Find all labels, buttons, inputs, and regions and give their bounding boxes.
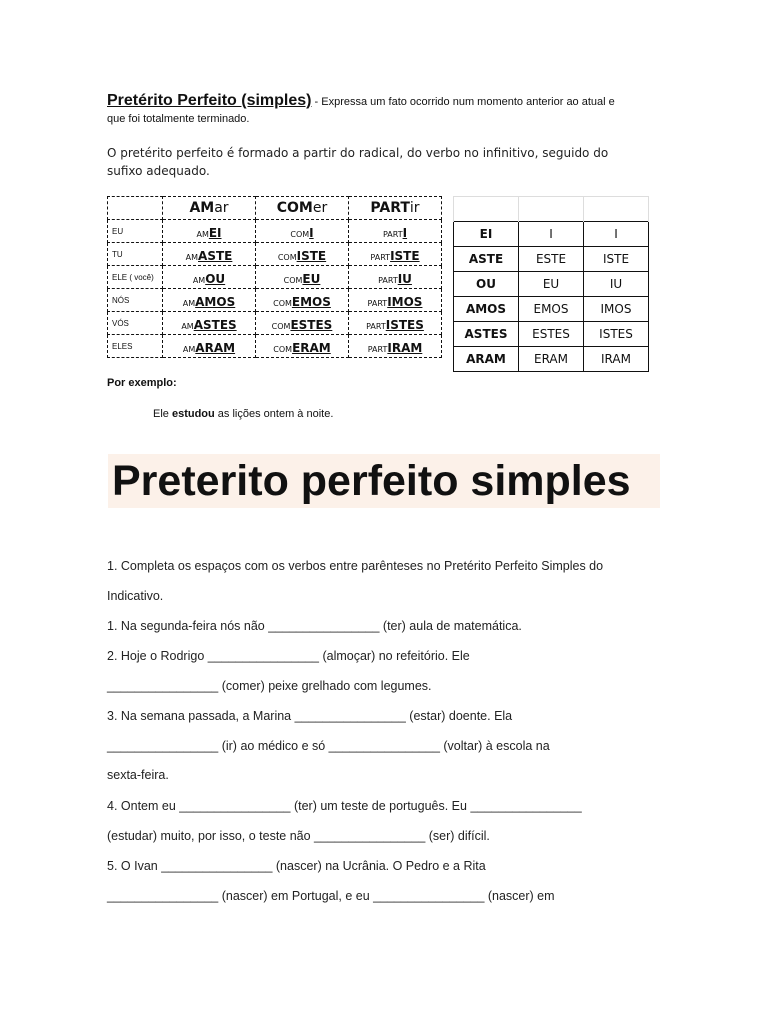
- table-row: [108, 243, 442, 266]
- section-title: Preterito perfeito simples: [108, 454, 660, 508]
- conj-cell: COMERAM: [256, 335, 349, 358]
- suffix-cell: ARAM: [454, 347, 519, 372]
- suffix-cell: ESTES: [519, 322, 584, 347]
- pronoun-label: VÓS: [108, 312, 163, 335]
- table-header-row: [108, 197, 442, 220]
- conj-cell: COMI: [256, 220, 349, 243]
- suffix-cell: ASTE: [454, 247, 519, 272]
- suffix-cell: ERAM: [519, 347, 584, 372]
- suffix-cell: ASTES: [454, 322, 519, 347]
- header-amar: AMar: [163, 197, 256, 220]
- example-label: Por exemplo:: [107, 377, 177, 389]
- suffix-table: [453, 196, 649, 372]
- suffix-empty-cell: [584, 197, 649, 222]
- suffix-cell: ISTE: [584, 247, 649, 272]
- conj-cell: PARTISTES: [349, 312, 442, 335]
- suffix-cell: EMOS: [519, 297, 584, 322]
- suffix-empty-cell: [454, 197, 519, 222]
- header-partir: PARTir: [349, 197, 442, 220]
- conj-cell: AMEI: [163, 220, 256, 243]
- exercise-line: ________________ (comer) peixe grelhado com legumes.: [107, 679, 432, 693]
- conj-cell: AMARAM: [163, 335, 256, 358]
- table-row: [454, 347, 649, 372]
- table-row: [454, 247, 649, 272]
- table-row: [108, 335, 442, 358]
- page-title: Pretérito Perfeito (simples): [107, 92, 312, 109]
- example-sentence: Ele estudou as lições ontem à noite.: [153, 408, 334, 420]
- conj-cell: PARTIU: [349, 266, 442, 289]
- conj-cell: AMASTE: [163, 243, 256, 266]
- exercise-line: 3. Na semana passada, a Marina ________________ (estar) doente. Ela: [107, 709, 513, 723]
- conj-cell: PARTIMOS: [349, 289, 442, 312]
- exercise-line: Indicativo.: [107, 589, 164, 603]
- title-description: - Expressa um fato ocorrido num momento anterior ao atual e: [311, 96, 615, 108]
- exercise-line: 4. Ontem eu ________________ (ter) um teste de português. Eu ________________: [107, 799, 582, 813]
- suffix-cell: OU: [454, 272, 519, 297]
- header-comer: COMer: [256, 197, 349, 220]
- exercise-line: ________________ (nascer) em Portugal, e eu ________________ (nascer) em: [107, 889, 555, 903]
- suffix-cell: ESTE: [519, 247, 584, 272]
- header-empty-cell: [108, 197, 163, 220]
- conj-cell: COMEU: [256, 266, 349, 289]
- suffix-cell: IMOS: [584, 297, 649, 322]
- suffix-header-row: [454, 197, 649, 222]
- heading-line: [107, 94, 667, 109]
- suffix-cell: IU: [584, 272, 649, 297]
- exercise-line: sexta-feira.: [107, 768, 169, 782]
- title-description-cont: que foi totalmente terminado.: [107, 113, 250, 125]
- suffix-cell: IRAM: [584, 347, 649, 372]
- exercise-line: 2. Hoje o Rodrigo ________________ (almoçar) no refeitório. Ele: [107, 649, 470, 663]
- suffix-cell: AMOS: [454, 297, 519, 322]
- table-row: [108, 289, 442, 312]
- conj-cell: AMASTES: [163, 312, 256, 335]
- pronoun-label: ELE ( você): [108, 266, 163, 289]
- suffix-cell: EI: [454, 222, 519, 247]
- table-row: [108, 312, 442, 335]
- intro-paragraph: O pretérito perfeito é formado a partir do radical, do verbo no infinitivo, seguido do sufixo adequado.: [107, 146, 609, 178]
- table-row: [108, 220, 442, 243]
- example-verb: estudou: [171, 408, 215, 420]
- exercise-line: 5. O Ivan ________________ (nascer) na Ucrânia. O Pedro e a Rita: [107, 859, 486, 873]
- exercise-line: (estudar) muito, por isso, o teste não ________________ (ser) difícil.: [107, 829, 490, 843]
- pronoun-label: TU: [108, 243, 163, 266]
- exercise-line: 1. Completa os espaços com os verbos entre parênteses no Pretérito Perfeito Simples do: [107, 559, 604, 573]
- table-row: [454, 222, 649, 247]
- conj-cell: COMESTES: [256, 312, 349, 335]
- conj-cell: COMISTE: [256, 243, 349, 266]
- table-row: [454, 322, 649, 347]
- conj-cell: PARTISTE: [349, 243, 442, 266]
- conj-cell: AMOU: [163, 266, 256, 289]
- suffix-cell: I: [519, 222, 584, 247]
- pronoun-label: EU: [108, 220, 163, 243]
- suffix-cell: ISTES: [584, 322, 649, 347]
- suffix-empty-cell: [519, 197, 584, 222]
- pronoun-label: NÓS: [108, 289, 163, 312]
- exercise-line: ________________ (ir) ao médico e só ________________ (voltar) à escola na: [107, 739, 550, 753]
- table-row: [454, 297, 649, 322]
- pronoun-label: ELES: [108, 335, 163, 358]
- table-row: [108, 266, 442, 289]
- conj-cell: PARTI: [349, 220, 442, 243]
- suffix-cell: EU: [519, 272, 584, 297]
- conj-cell: COMEMOS: [256, 289, 349, 312]
- table-row: [454, 272, 649, 297]
- conjugation-table: [107, 196, 442, 358]
- conj-cell: PARTIRAM: [349, 335, 442, 358]
- suffix-cell: I: [584, 222, 649, 247]
- exercise-line: 1. Na segunda-feira nós não ________________ (ter) aula de matemática.: [107, 619, 522, 633]
- conj-cell: AMAMOS: [163, 289, 256, 312]
